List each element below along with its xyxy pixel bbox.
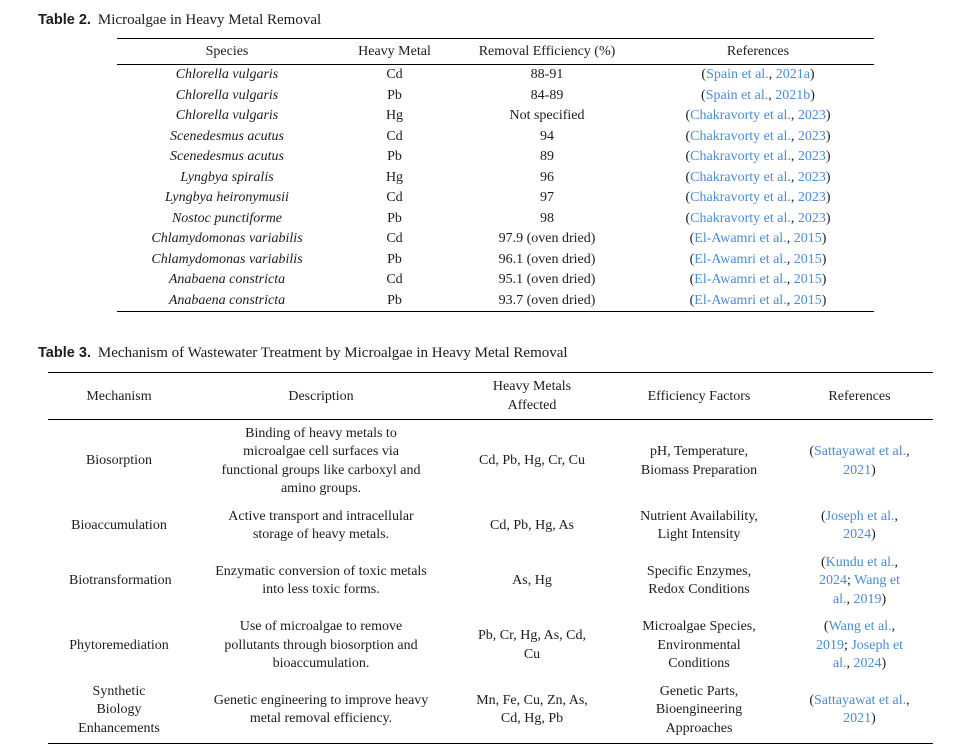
efficiency-factors-cell: Genetic Parts, Bioengineering Approaches	[655, 683, 743, 736]
efficiency-factors-cell: Microalgae Species, Environmental Conditions	[642, 619, 756, 671]
citation-text: )	[881, 591, 887, 607]
species-cell: Scenedesmus acutus	[170, 149, 284, 164]
table2-row	[117, 65, 874, 86]
heavy-metal-cell: Cd	[386, 67, 403, 82]
col-header-description: Description	[190, 373, 452, 420]
references-cell	[786, 503, 933, 549]
citation-link[interactable]: 2023	[797, 169, 826, 185]
species-cell: Nostoc punctiforme	[171, 210, 283, 226]
species-cell: Chlorella vulgaris	[175, 67, 279, 82]
citation-link[interactable]: 2021a	[775, 67, 810, 82]
citation-text: ,	[790, 169, 798, 185]
efficiency-factors-cell: Specific Enzymes, Redox Conditions	[646, 563, 752, 598]
col-header-factors: Efficiency Factors	[612, 373, 786, 420]
citation-link[interactable]: Chakravorty et al.	[690, 149, 791, 164]
table2-row	[117, 229, 874, 250]
removal-efficiency-cell: 89	[540, 149, 554, 164]
removal-efficiency-cell: Not specified	[509, 108, 585, 123]
citation-link[interactable]: El-Awamri et al.	[694, 231, 787, 246]
references-cell	[642, 291, 874, 312]
citation-link[interactable]: 2021	[843, 462, 872, 478]
citation-link[interactable]: 2015	[793, 251, 822, 267]
references-cell	[642, 229, 874, 250]
citation-link[interactable]: Chakravorty et al.	[690, 128, 791, 144]
heavy-metal-cell: Pb	[387, 292, 402, 308]
citation-text: )	[821, 231, 827, 246]
citation-text: )	[871, 462, 876, 478]
citation-link[interactable]: El-Awamri et al.	[694, 251, 787, 267]
citation-text: )	[821, 272, 827, 287]
mechanism-cell: Biosorption	[85, 453, 153, 469]
heavy-metals-affected-cell: As, Hg	[512, 573, 552, 588]
citation-text: ,	[790, 128, 798, 144]
citation-link[interactable]: Chakravorty et al.	[690, 169, 791, 185]
citation-text: (	[685, 108, 691, 123]
table3-section	[0, 343, 979, 744]
heavy-metal-cell: Hg	[385, 169, 404, 185]
table2-row	[117, 168, 874, 189]
table2-row	[117, 106, 874, 127]
citation-text: (	[689, 292, 695, 308]
mechanism-cell: Synthetic Biology Enhancements	[78, 683, 160, 736]
citation-text: )	[825, 149, 831, 164]
table3-row	[48, 503, 933, 549]
heavy-metal-cell: Cd	[386, 231, 403, 246]
removal-efficiency-cell: 88-91	[530, 67, 564, 82]
citation-text: (	[701, 67, 707, 82]
references-cell	[786, 678, 933, 743]
table3-row	[48, 678, 933, 743]
table2-caption-text: Microalgae in Heavy Metal Removal	[97, 12, 322, 28]
citation-text: ;	[846, 573, 855, 588]
citation-text: ,	[906, 692, 910, 708]
citation-link[interactable]: 2023	[797, 108, 826, 123]
citation-link[interactable]: Wang et al.	[832, 573, 901, 607]
mechanism-cell: Biotransformation	[69, 573, 172, 588]
mechanism-cell: Bioaccumulation	[71, 517, 167, 533]
table3-row	[48, 420, 933, 504]
heavy-metals-affected-cell: Pb, Cr, Hg, As, Cd, Cu	[478, 628, 586, 662]
col-header-efficiency: Removal Efficiency (%)	[452, 39, 642, 65]
citation-text: ,	[786, 292, 794, 308]
table3-caption	[38, 343, 979, 363]
table2-row	[117, 250, 874, 271]
description-cell: Genetic engineering to improve heavy metal removal efficiency.	[213, 692, 429, 727]
citation-text: (	[685, 190, 691, 205]
citation-text: ,	[790, 108, 798, 123]
species-cell: Lyngbya heironymusii	[165, 190, 289, 205]
citation-link[interactable]: 2015	[793, 272, 822, 287]
heavy-metal-cell: Pb	[387, 210, 402, 226]
citation-text: (	[689, 251, 695, 267]
citation-text: ,	[906, 444, 910, 459]
citation-link[interactable]: Joseph et al.	[832, 637, 904, 671]
references-cell	[642, 188, 874, 209]
removal-efficiency-cell: 84-89	[530, 87, 564, 103]
citation-text: )	[871, 711, 876, 727]
references-cell	[642, 65, 874, 86]
table2-row	[117, 86, 874, 107]
citation-link[interactable]: Kundu et al.	[825, 554, 895, 570]
citation-link[interactable]: 2023	[797, 128, 826, 144]
col-header-references: References	[786, 373, 933, 420]
heavy-metal-cell: Cd	[386, 128, 403, 144]
removal-efficiency-cell: 95.1 (oven dried)	[498, 272, 596, 287]
removal-efficiency-cell: 96.1 (oven dried)	[498, 251, 596, 267]
table2-row	[117, 127, 874, 148]
table2-row	[117, 291, 874, 312]
species-cell: Chlorella vulgaris	[175, 87, 279, 103]
references-cell	[642, 250, 874, 271]
removal-efficiency-cell: 93.7 (oven dried)	[498, 292, 596, 308]
references-cell	[642, 168, 874, 189]
table2-row	[117, 147, 874, 168]
efficiency-factors-cell: Nutrient Availability, Light Intensity	[640, 508, 758, 542]
species-cell: Scenedesmus acutus	[170, 128, 284, 144]
removal-efficiency-cell: 96	[540, 169, 554, 185]
citation-link[interactable]: 2021	[843, 711, 872, 727]
citation-text: (	[685, 210, 691, 226]
citation-text: ,	[790, 190, 798, 205]
removal-efficiency-cell: 97.9 (oven dried)	[498, 231, 596, 246]
citation-text: ,	[786, 272, 794, 287]
references-cell	[786, 614, 933, 679]
citation-link[interactable]: 2023	[797, 210, 826, 226]
citation-link[interactable]: Chakravorty et al.	[690, 210, 791, 226]
citation-link[interactable]: 2015	[793, 292, 822, 308]
heavy-metals-affected-cell: Cd, Pb, Hg, As	[489, 517, 575, 533]
removal-efficiency-cell: 98	[540, 210, 554, 226]
citation-link[interactable]: Spain et al.	[706, 67, 769, 82]
description-cell: Use of microalgae to remove pollutants through biosorption and bioaccumulation.	[224, 619, 418, 671]
table2-caption	[38, 10, 979, 30]
table2-row	[117, 270, 874, 291]
description-cell: Enzymatic conversion of toxic metals into less toxic forms.	[215, 563, 427, 598]
species-cell: Chlorella vulgaris	[175, 108, 279, 123]
table3-row	[48, 549, 933, 614]
citation-text: ,	[790, 210, 798, 226]
references-cell	[642, 127, 874, 148]
table3-label: Table 3.	[38, 345, 91, 361]
citation-link[interactable]: 2023	[797, 190, 826, 205]
citation-text: )	[825, 210, 831, 226]
mechanism-cell: Phytoremediation	[69, 637, 169, 653]
citation-text: )	[871, 527, 876, 542]
citation-text: )	[825, 108, 831, 123]
citation-link[interactable]: 2015	[793, 231, 822, 246]
table2-row	[117, 209, 874, 230]
citation-text: ,	[846, 656, 854, 671]
heavy-metal-cell: Pb	[387, 149, 402, 164]
citation-text: )	[825, 169, 831, 185]
removal-efficiency-cell: 94	[540, 128, 554, 144]
species-cell: Anabaena constricta	[168, 292, 286, 308]
removal-efficiency-cell: 97	[540, 190, 554, 205]
citation-link[interactable]: El-Awamri et al.	[694, 272, 787, 287]
citation-text: (	[689, 231, 695, 246]
heavy-metal-cell: Cd	[386, 190, 403, 205]
species-cell: Chlamydomonas variabilis	[151, 251, 303, 267]
citation-link[interactable]: 2024	[818, 573, 847, 588]
references-cell	[642, 106, 874, 127]
citation-text: ,	[894, 554, 898, 570]
citation-link[interactable]: Spain et al.	[705, 87, 769, 103]
citation-link[interactable]: 2023	[797, 149, 826, 164]
citation-text: )	[809, 67, 815, 82]
heavy-metals-affected-cell: Mn, Fe, Cu, Zn, As, Cd, Hg, Pb	[476, 692, 588, 727]
heavy-metal-cell: Cd	[386, 272, 403, 287]
col-header-references: References	[642, 39, 874, 65]
citation-link[interactable]: Joseph et al.	[825, 508, 895, 524]
col-header-metal: Heavy Metal	[337, 39, 452, 65]
heavy-metal-cell: Pb	[387, 87, 402, 103]
heavy-metal-cell: Hg	[385, 108, 404, 123]
references-cell	[786, 420, 933, 504]
table3-row	[48, 614, 933, 679]
references-cell	[786, 549, 933, 614]
table2-row	[117, 188, 874, 209]
citation-link[interactable]: 2024	[843, 527, 872, 542]
citation-text: )	[881, 656, 887, 671]
table2	[117, 38, 874, 312]
table3-caption-text: Mechanism of Wastewater Treatment by Microalgae in Heavy Metal Removal	[97, 345, 568, 361]
citation-text: )	[825, 128, 831, 144]
citation-text: ,	[891, 619, 896, 634]
citation-text: (	[685, 169, 691, 185]
references-cell	[642, 209, 874, 230]
description-cell: Binding of heavy metals to microalgae cell surfaces via functional groups like carboxyl and amino groups.	[221, 425, 421, 496]
description-cell: Active transport and intracellular storage of heavy metals.	[228, 508, 414, 542]
heavy-metals-affected-cell: Cd, Pb, Hg, Cr, Cu	[478, 453, 585, 469]
citation-text: (	[701, 87, 706, 103]
citation-text: )	[821, 251, 827, 267]
citation-text: (	[809, 444, 815, 459]
citation-link[interactable]: Sattayawat et al.	[814, 692, 907, 708]
citation-text: ,	[894, 508, 898, 524]
citation-link[interactable]: Chakravorty et al.	[690, 108, 791, 123]
citation-link[interactable]: Wang et al.	[828, 619, 892, 634]
references-cell	[642, 86, 874, 107]
citation-link[interactable]: 2019	[853, 591, 882, 607]
citation-link[interactable]: El-Awamri et al.	[694, 292, 787, 308]
citation-link[interactable]: 2019	[815, 637, 844, 653]
table2-section	[0, 10, 979, 312]
table2-label: Table 2.	[38, 12, 91, 28]
citation-text: )	[810, 87, 815, 103]
citation-text: (	[689, 272, 695, 287]
citation-text: )	[821, 292, 827, 308]
citation-text: )	[825, 190, 831, 205]
citation-link[interactable]: 2021b	[775, 87, 811, 103]
table3	[48, 372, 933, 744]
col-header-mechanism: Mechanism	[48, 373, 190, 420]
citation-text: ,	[846, 591, 854, 607]
citation-text: (	[823, 619, 829, 634]
references-cell	[642, 147, 874, 168]
citation-text: ,	[768, 87, 776, 103]
citation-text: ,	[768, 67, 776, 82]
citation-text: (	[685, 128, 691, 144]
efficiency-factors-cell: pH, Temperature, Biomass Preparation	[640, 444, 758, 478]
species-cell: Lyngbya spiralis	[180, 169, 274, 185]
citation-text: ,	[786, 231, 794, 246]
citation-text: (	[685, 149, 691, 164]
citation-text: ;	[843, 637, 852, 653]
citation-link[interactable]: Sattayawat et al.	[814, 444, 907, 459]
species-cell: Chlamydomonas variabilis	[151, 231, 303, 246]
citation-text: ,	[790, 149, 798, 164]
citation-text: ,	[786, 251, 794, 267]
references-cell	[642, 270, 874, 291]
table3-header-row	[48, 373, 933, 420]
citation-link[interactable]: Chakravorty et al.	[690, 190, 791, 205]
col-header-species: Species	[117, 39, 337, 65]
col-header-metals: Heavy Metals Affected	[452, 373, 612, 420]
citation-text: (	[821, 508, 826, 524]
citation-text: (	[821, 554, 826, 570]
species-cell: Anabaena constricta	[168, 272, 286, 287]
table2-header-row	[117, 39, 874, 65]
citation-text: (	[809, 692, 815, 708]
citation-link[interactable]: 2024	[853, 656, 882, 671]
heavy-metal-cell: Pb	[387, 251, 402, 267]
